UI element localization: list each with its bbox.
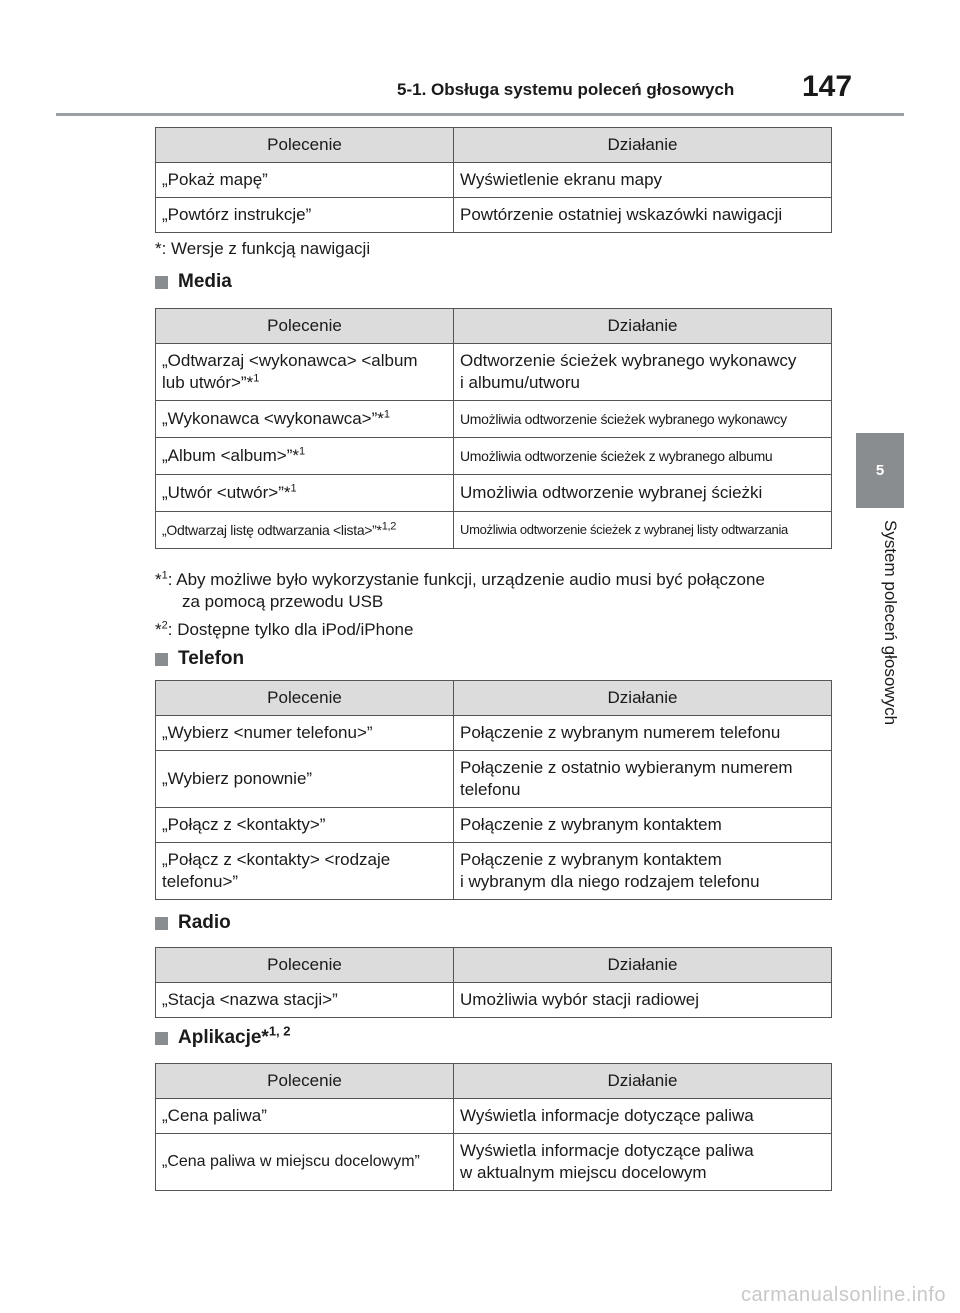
column-header-command: Polecenie (156, 128, 454, 163)
table-row (156, 475, 832, 512)
column-header-action: Działanie (454, 309, 832, 344)
table-header-row (156, 128, 832, 163)
action-cell: Połączenie z wybranym numerem telefonu (454, 716, 832, 751)
navigation-command-table (155, 127, 832, 233)
action-cell: Wyświetla informacje dotyczące paliwa (454, 1099, 832, 1134)
action-cell: Powtórzenie ostatniej wskazówki nawigacji (454, 198, 832, 233)
table-header-row (156, 1064, 832, 1099)
radio-heading-text: Radio (178, 912, 231, 933)
table-row (156, 438, 832, 475)
command-cell: „Powtórz instrukcje” (156, 198, 454, 233)
column-header-action: Działanie (454, 681, 832, 716)
action-cell: Umożliwia wybór stacji radiowej (454, 983, 832, 1018)
action-cell: Wyświetlenie ekranu mapy (454, 163, 832, 198)
square-bullet-icon (155, 917, 168, 930)
phone-command-table (155, 680, 832, 900)
column-header-command: Polecenie (156, 681, 454, 716)
media-command-table (155, 308, 832, 549)
command-cell: „Cena paliwa w miejscu docelowym” (156, 1134, 454, 1191)
column-header-action: Działanie (454, 948, 832, 983)
action-cell: Umożliwia odtworzenie ścieżek z wybranego albumu (454, 438, 832, 475)
radio-heading (155, 912, 231, 934)
column-header-command: Polecenie (156, 948, 454, 983)
page-number: 147 (802, 70, 853, 103)
phone-heading (155, 648, 244, 670)
table-row (156, 983, 832, 1018)
command-cell: „Połącz z <kontakty>” (156, 808, 454, 843)
command-cell: „Album <album>”*$^1$ (156, 438, 454, 475)
media-footnote-2: *$^2$: Dostępne tylko dla iPod/iPhone (155, 619, 414, 639)
command-cell: „Wybierz ponownie” (156, 751, 454, 808)
table-row (156, 1134, 832, 1191)
table-row (156, 716, 832, 751)
column-header-action: Działanie (454, 128, 832, 163)
table-row (156, 843, 832, 900)
table-row (156, 401, 832, 438)
command-cell: „Stacja <nazwa stacji>” (156, 983, 454, 1018)
command-cell: „Odtwarzaj <wykonawca> <album lub utwór>”*$^1$ (156, 344, 454, 401)
media-footnote-1: *$^1$: Aby możliwe było wykorzystanie funkcji, urządzenie audio musi być połączone za pomocą przewodu USB (155, 569, 765, 611)
radio-command-table (155, 947, 832, 1018)
section-title: 5-1. Obsługa systemu poleceń głosowych (397, 80, 735, 99)
table-row (156, 344, 832, 401)
action-cell: Umożliwia odtworzenie ścieżek wybranego wykonawcy (454, 401, 832, 438)
action-cell: Umożliwia odtworzenie wybranej ścieżki (454, 475, 832, 512)
command-cell: „Połącz z <kontakty> <rodzaje telefonu>” (156, 843, 454, 900)
command-cell: „Pokaż mapę” (156, 163, 454, 198)
table-header-row (156, 681, 832, 716)
action-cell: Odtworzenie ścieżek wybranego wykonawcy i albumu/utworu (454, 344, 832, 401)
apps-heading-text: Aplikacje*$^{1, 2}$ (178, 1023, 291, 1048)
action-cell: Połączenie z wybranym kontaktem (454, 808, 832, 843)
column-header-action: Działanie (454, 1064, 832, 1099)
table-row (156, 751, 832, 808)
square-bullet-icon (155, 276, 168, 289)
square-bullet-icon (155, 653, 168, 666)
table-header-row (156, 309, 832, 344)
table-row (156, 198, 832, 233)
watermark: carmanualsonline.info (740, 1284, 946, 1306)
command-cell: „Odtwarzaj listę odtwarzania <lista>”*$^{1,2}$ (156, 512, 454, 549)
header-divider (56, 113, 904, 116)
apps-heading (155, 1023, 291, 1049)
square-bullet-icon (155, 1032, 168, 1045)
command-cell: „Cena paliwa” (156, 1099, 454, 1134)
action-cell: Wyświetla informacje dotyczące paliwa w aktualnym miejscu docelowym (454, 1134, 832, 1191)
action-cell: Połączenie z ostatnio wybieranym numerem telefonu (454, 751, 832, 808)
table-row (156, 512, 832, 549)
chapter-title: System poleceń głosowych (881, 520, 900, 726)
navigation-footnote: *: Wersje z funkcją nawigacji (155, 239, 371, 258)
column-header-command: Polecenie (156, 1064, 454, 1099)
table-row (156, 808, 832, 843)
command-cell: „Wykonawca <wykonawca>”*$^1$ (156, 401, 454, 438)
chapter-tab[interactable] (856, 433, 904, 508)
table-row (156, 1099, 832, 1134)
table-row (156, 163, 832, 198)
media-heading (155, 271, 232, 293)
action-cell: Umożliwia odtworzenie ścieżek z wybranej listy odtwarzania (454, 512, 832, 549)
column-header-command: Polecenie (156, 309, 454, 344)
apps-command-table (155, 1063, 832, 1191)
chapter-number: 5 (875, 462, 885, 479)
table-header-row (156, 948, 832, 983)
media-heading-text: Media (178, 271, 232, 292)
phone-heading-text: Telefon (178, 648, 245, 669)
command-cell: „Utwór <utwór>”*$^1$ (156, 475, 454, 512)
command-cell: „Wybierz <numer telefonu>” (156, 716, 454, 751)
action-cell: Połączenie z wybranym kontaktem i wybranym dla niego rodzajem telefonu (454, 843, 832, 900)
